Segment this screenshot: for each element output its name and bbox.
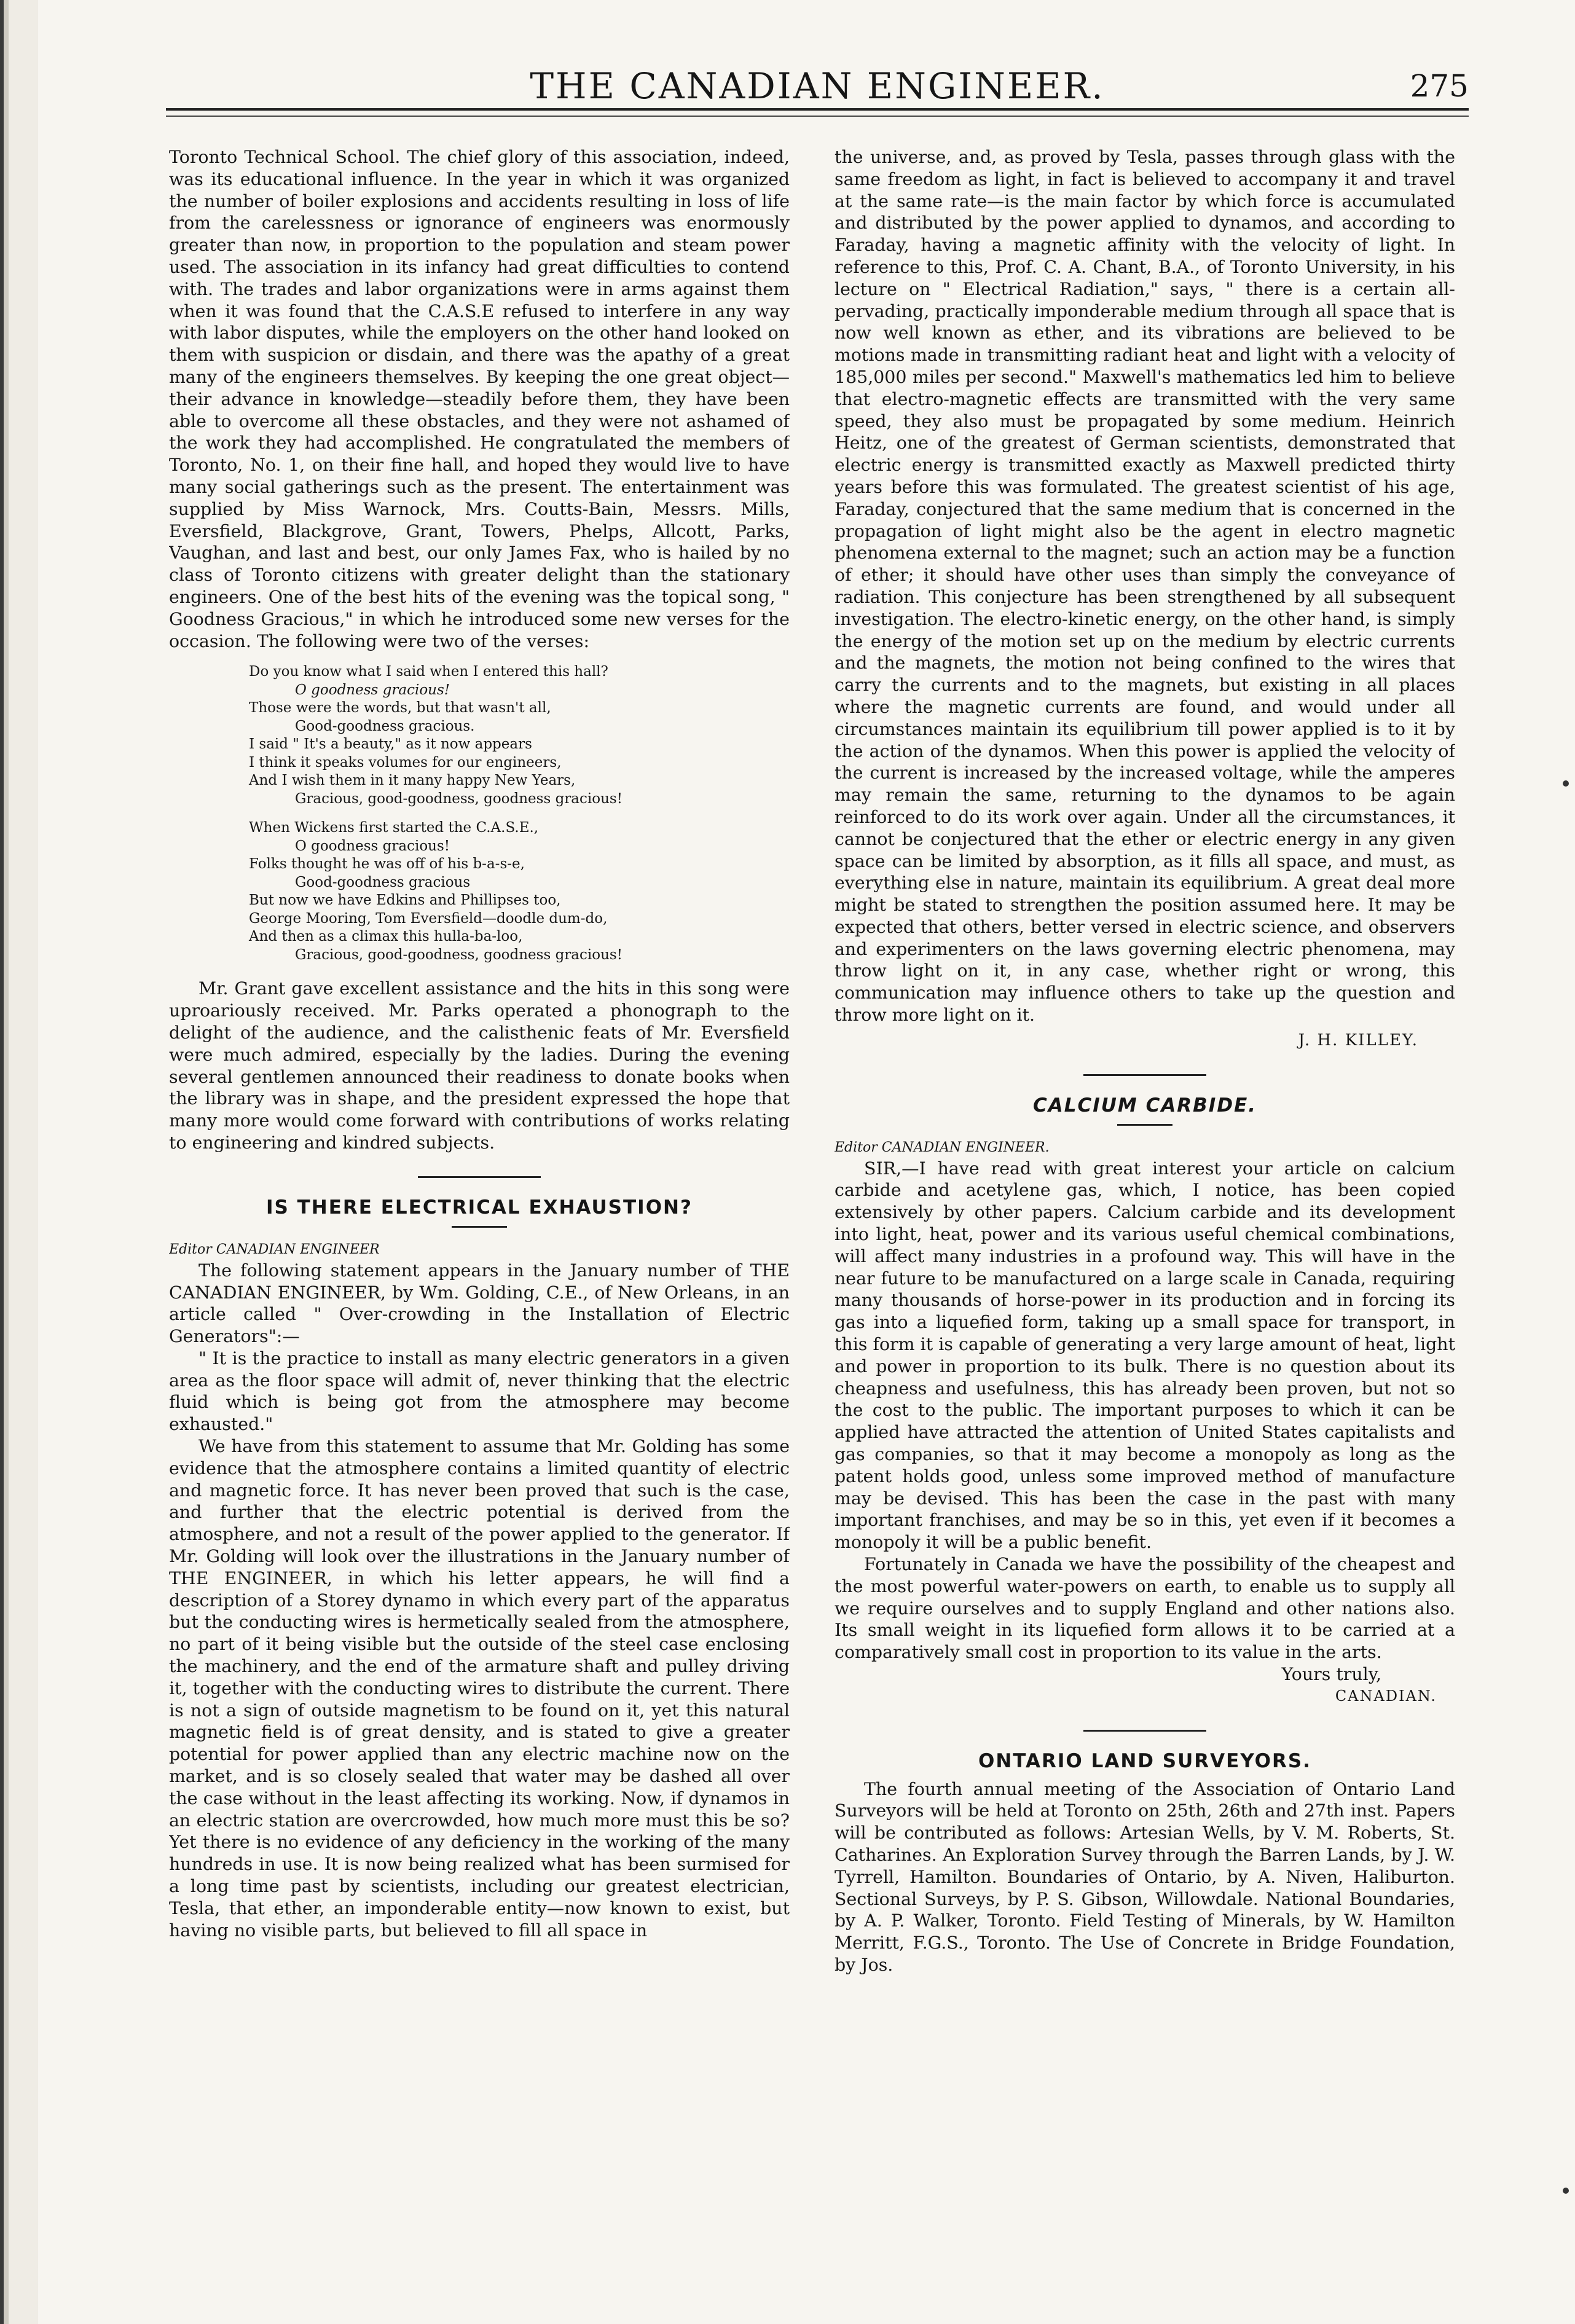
scan-speck	[1563, 780, 1569, 787]
verse-line: And then as a climax this hulla-ba-loo,	[249, 928, 523, 945]
verse-line: George Mooring, Tom Eversfield—doodle dum-do,	[249, 910, 608, 927]
editor-salutation: Editor CANADIAN ENGINEER.	[835, 1139, 1050, 1155]
verse-line: Do you know what I said when I entered this hall?	[249, 664, 608, 680]
right-column	[835, 146, 1455, 2297]
title-underline	[452, 1226, 507, 1228]
verse-line: But now we have Edkins and Phillipses too,	[249, 892, 561, 909]
header-rule	[166, 108, 1469, 117]
verse-line: When Wickens first started the C.A.S.E.,	[249, 820, 539, 836]
article-paragraph: The following statement appears in the January number of THE CANADIAN ENGINEER, by Wm. Golding, C.E., of New Orleans, in an article called " Over-crowding in the Installation of Electric Generators":—	[169, 1260, 790, 1347]
page-header	[166, 61, 1469, 111]
page-binding-edge	[0, 0, 38, 2324]
article-paragraph: The fourth annual meeting of the Association of Ontario Land Surveyors will be held at Toronto on 25th, 26th and 27th inst. Papers will be contributed as follows: Artesian Wells, by V. M. Roberts, St. Catharines. An Exploration Survey through the Barren Lands, by J. W. Tyrrell, Hamilton. Boundaries of Ontario, by A. Niven, Haliburton. Sectional Surveys, by P. S. Gibson, Willowdale. National Boundaries, by A. P. Walker, Toronto. Field Testing of Minerals, by W. Hamilton Merritt, F.G.S., Toronto. The Use of Concrete in Bridge Foundation, by Jos.	[835, 1778, 1455, 1975]
section-divider	[1083, 1074, 1206, 1076]
verse-line: Those were the words, but that wasn't all,	[249, 700, 551, 716]
verse-line: O goodness gracious!	[295, 681, 450, 698]
article-title-calcium-carbide: CALCIUM CARBIDE.	[1032, 1094, 1257, 1117]
verse-line: Folks thought he was off of his b-a-s-e,	[249, 856, 525, 873]
title-underline	[1117, 1124, 1172, 1126]
verse-line: Gracious, good-goodness, goodness gracious!	[295, 790, 623, 807]
song-verses	[249, 663, 790, 964]
intro-paragraph: Toronto Technical School. The chief glory of this association, indeed, was its educational influence. In the year in which it was organized the number of boiler explosions and accidents resulting in loss of life from the carelessness or ignorance of engineers was enormously greater than now, in proportion to the population and steam power used. The association in its infancy had great difficulties to contend with. The trades and labor organizations were in arms against them when it was found that the C.A.S.E refused to interfere in any way with labor disputes, while the employers on the other hand looked on them with suspicion or disdain, and there was the apathy of a great many of the engineers themselves. By keeping the one great object—their advance in knowledge—steadily before them, they have been able to overcome all these obstacles, and they were not ashamed of the work they had accomplished. He congratulated the members of Toronto, No. 1, on their fine hall, and hoped they would live to have many social gatherings such as the present. The entertainment was supplied by Miss Warnock, Mrs. Coutts-Bain, Messrs. Mills, Eversfield, Blackgrove, Grant, Towers, Phelps, Allcott, Parks, Vaughan, and last and best, our only James Fax, who is hailed by no class of Toronto citizens with greater delight than the stationary engineers. One of the best hits of the evening was the topical song, " Goodness Gracious," in which he introduced some new verses for the occasion. The following were two of the verses:	[169, 147, 790, 651]
scan-speck	[1563, 2188, 1569, 2194]
page-number: 275	[1410, 68, 1469, 104]
verse-line: I said " It's a beauty," as it now appears	[249, 736, 532, 753]
verse-line: Gracious, good-goodness, goodness gracious!	[295, 946, 623, 963]
verse-line: Good-goodness gracious	[295, 874, 471, 890]
left-column	[169, 146, 790, 2297]
continued-paragraph: the universe, and, as proved by Tesla, passes through glass with the same freedom as light, in fact is believed to accompany it and travel at the same rate—is the main factor by which force is accumulated and distributed by the power applied to dynamos, and according to Faraday, having a magnetic affinity with the velocity of light. In reference to this, Prof. C. A. Chant, B.A., of Toronto University, in his lecture on " Electrical Radiation," says, " there is a certain all-pervading, practically imponderable medium through all space that is now well known as ether, and its vibrations are believed to be motions made in transmitting radiant heat and light with a velocity of 185,000 miles per second." Maxwell's mathematics led him to believe that electro-magnetic effects are transmitted with the very same speed, they also must be propagated by some medium. Heinrich Heitz, one of the greatest of German scientists, demonstrated that electric energy is transmitted exactly as Maxwell predicted thirty years before this was formulated. The greatest scientist of his age, Faraday, conjectured that the same medium that is concerned in the propagation of light might also be the agent in electro magnetic phenomena external to the magnet; such an action may be a function of ether; it should have other uses than simply the conveyance of radiation. This conjecture has been strengthened by all subsequent investigation. The electro-kinetic energy, on the other hand, is simply the energy of the motion set up on the medium by electric currents and the magnets, the motion not being confined to the wires that carry the currents and to the magnets, but existing in all places where the magnetic currents are found, and would under all circumstances maintain its equilibrium till power applied is to it by the action of the dynamos. When this power is applied the velocity of the current is increased by the increased voltage, while the amperes may remain the same, returning to the dynamos to be again reinforced to do its work over again. Under all the circumstances, it cannot be conjectured that the ether or electric energy in any given space can be limited by absorption, as it fills all space, and must, as everything else in nature, maintain its equilibrium. A great deal more might be stated to strengthen the position assumed here. It may be expected that others, better versed in electric science, and observers and experimenters on the laws governing electric phenomena, may throw light on it, in any case, whether right or wrong, this communication may influence others to take up the question and throw more light on it.	[835, 147, 1455, 1026]
editor-salutation: Editor CANADIAN ENGINEER	[169, 1241, 380, 1257]
verse-one	[249, 663, 790, 808]
section-divider	[418, 1176, 541, 1178]
verse-line: I think it speaks volumes for our engineers,	[249, 754, 562, 771]
author-signature: J. H. KILLEY.	[1298, 1030, 1418, 1050]
verse-two	[249, 819, 790, 964]
after-song-paragraph: Mr. Grant gave excellent assistance and the hits in this song were uproariously received. Mr. Parks operated a phonograph to the delight of the audience, and the calisthenic feats of Mr. Eversfield were much admired, especially by the ladies. During the evening several gentlemen announced their readiness to donate books when the library was in shape, and the president expressed the hope that many more would come forward with contributions of works relating to engineering and kindred subjects.	[169, 978, 790, 1153]
section-divider	[1083, 1730, 1206, 1732]
verse-line: And I wish them in it many happy New Years,	[249, 772, 576, 789]
letter-closing: Yours truly,	[1281, 1664, 1381, 1684]
letter-signature: CANADIAN.	[1335, 1687, 1437, 1705]
verse-line: O goodness gracious!	[295, 838, 450, 854]
article-title-electrical-exhaustion: IS THERE ELECTRICAL EXHAUSTION?	[266, 1196, 693, 1219]
running-title: THE CANADIAN ENGINEER.	[530, 65, 1105, 107]
article-quote: " It is the practice to install as many electric generators in a given area as the floor space will admit of, never thinking that the electric fluid which is being got from the atmosphere may become exhausted."	[169, 1348, 790, 1435]
article-paragraph: We have from this statement to assume that Mr. Golding has some evidence that the atmosphere contains a limited quantity of electric and magnetic force. It has never been proved that such is the case, and further that the electric potential is derived from the atmosphere, and not a result of the power applied to the generator. If Mr. Golding will look over the illustrations in the January number of THE ENGINEER, in which his letter appears, he will find a description of a Storey dynamo in which every part of the apparatus but the conducting wires is hermetically sealed from the atmosphere, no part of it being visible but the outside of the steel case enclosing the machinery, and the end of the armature shaft and pulley driving it, together with the conducting wires to distribute the current. There is not a sign of outside magnetism to be found on it, yet this natural magnetic field is of great density, and is stated to give a greater potential for power applied than any electric machine now on the market, and is so closely sealed that water may be dashed all over the case without in the least affecting its working. Now, if dynamos in an electric station are overcrowded, how much more must this be so? Yet there is no evidence of any deficiency in the working of the many hundreds in use. It is now being realized what has been surmised for a long time past by scientists, including our greatest electrician, Tesla, that ether, an imponderable entity—now known to exist, but having no visible parts, but believed to fill all space in	[169, 1436, 790, 1941]
verse-line: Good-goodness gracious.	[295, 718, 475, 734]
article-paragraph: SIR,—I have read with great interest your article on calcium carbide and acetylene gas, which, I notice, has been copied extensively by other papers. Calcium carbide and its development into light, heat, power and its various useful chemical combinations, will affect many industries in a profound way. This will have in the near future to be manufactured on a large scale in Canada, requiring many thousands of horse-power in its production and in forcing its gas into a liquefied form, taking up a small space for transport, in this form it is capable of generating a very large amount of heat, light and power in proportion to its bulk. There is no question about its cheapness and usefulness, this has already been proven, but not so the cost to the public. The important purposes to which it can be applied have attracted the attention of United States capitalists and gas companies, so that it may become a monopoly as long as the patent holds good, unless some improved method of manufacture may be devised. This has been the case in the past with many important franchises, and may be so in this, yet even if it becomes a monopoly it will be a public benefit.	[835, 1158, 1455, 1553]
article-title-ontario-land-surveyors: ONTARIO LAND SURVEYORS.	[978, 1749, 1311, 1772]
article-paragraph: Fortunately in Canada we have the possibility of the cheapest and the most powerful water-powers on earth, to enable us to supply all we require ourselves and to supply England and other nations also. Its small weight in its liquefied form allows it to be carried at a comparatively small cost in proportion to its value in the arts.	[835, 1554, 1455, 1663]
